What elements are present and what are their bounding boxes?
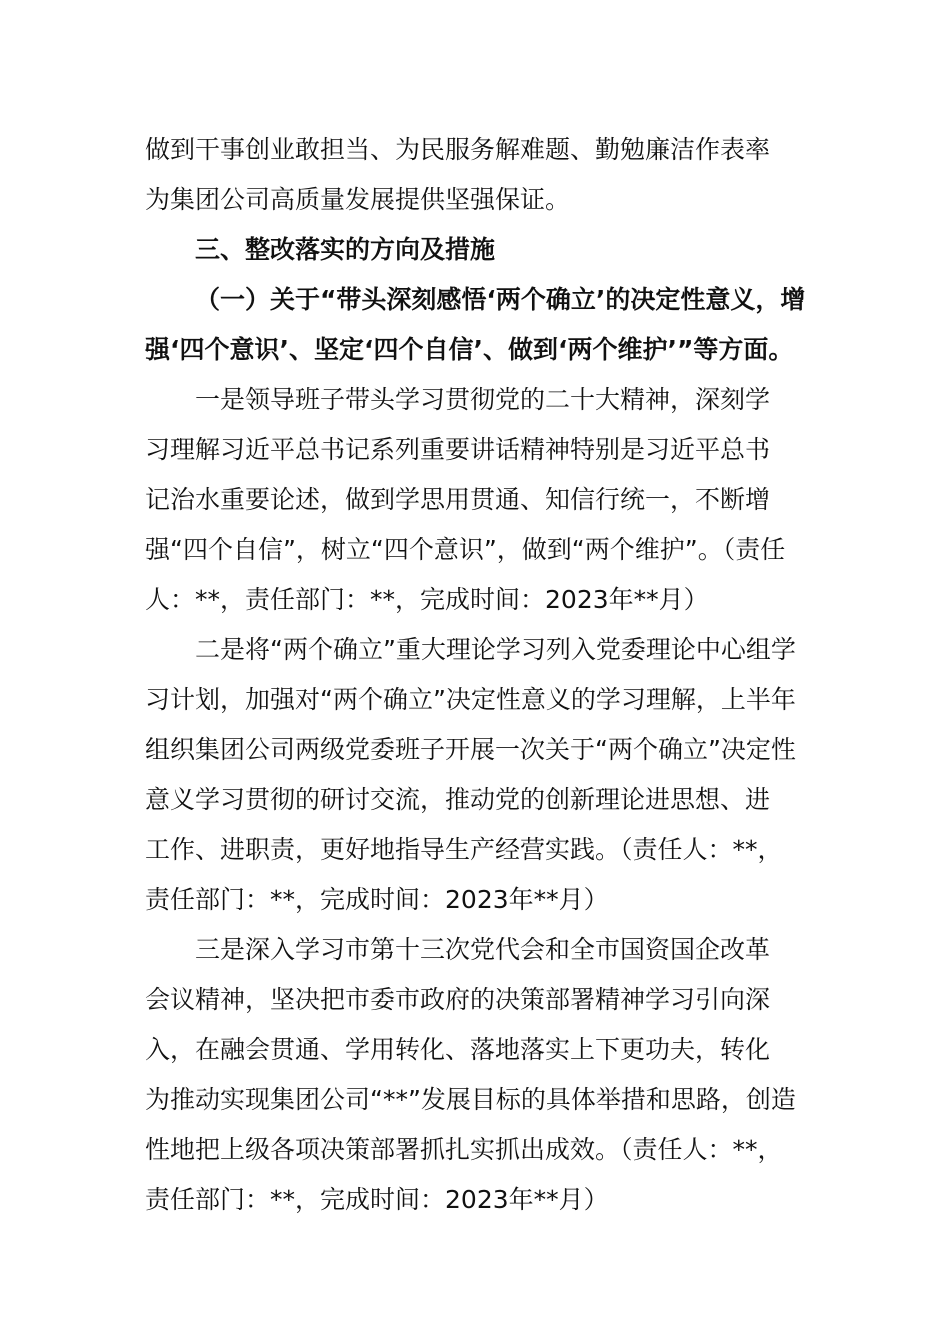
section-heading: 三、整改落实的方向及措施 xyxy=(195,235,496,264)
paragraph-3-line-6: 责任部门：**，完成时间：2023年**月） xyxy=(145,1185,609,1214)
paragraph-3-line-2: 会议精神，坚决把市委市政府的决策部署精神学习引向深 xyxy=(145,985,771,1014)
paragraph-1-line-5: 人：**，责任部门：**，完成时间：2023年**月） xyxy=(145,585,709,614)
paragraph-1-line-2: 习理解习近平总书记系列重要讲话精神特别是习近平总书 xyxy=(145,435,771,464)
paragraph-1-line-1: 一是领导班子带头学习贯彻党的二十大精神，深刻学 xyxy=(195,385,771,414)
paragraph-1-line-4: 强“四个自信”，树立“四个意识”，做到“两个维护”。（责任 xyxy=(145,535,786,564)
subsection-heading-line-2: 强‘四个意识’、坚定‘四个自信’、做到‘两个维护’”等方面。 xyxy=(145,335,794,364)
paragraph-2-line-6: 责任部门：**，完成时间：2023年**月） xyxy=(145,885,609,914)
paragraph-3-line-3: 入，在融会贯通、学用转化、落地落实上下更功夫，转化 xyxy=(145,1035,771,1064)
intro-line-2: 为集团公司高质量发展提供坚强保证。 xyxy=(145,185,571,214)
paragraph-2-line-3: 组织集团公司两级党委班子开展一次关于“两个确立”决定性 xyxy=(145,735,796,764)
paragraph-3-line-1: 三是深入学习市第十三次党代会和全市国资国企改革 xyxy=(195,935,771,964)
paragraph-2-line-2: 习计划，加强对“两个确立”决定性意义的学习理解，上半年 xyxy=(145,685,796,714)
subsection-heading-line-1: （一）关于“带头深刻感悟‘两个确立’的决定性意义，增 xyxy=(195,285,806,314)
paragraph-2-line-5: 工作、进职责，更好地指导生产经营实践。（责任人：**， xyxy=(145,835,783,864)
paragraph-3-line-4: 为推动实现集团公司“**”发展目标的具体举措和思路，创造 xyxy=(145,1085,796,1114)
paragraph-3-line-5: 性地把上级各项决策部署抓扎实抓出成效。（责任人：**， xyxy=(145,1135,783,1164)
paragraph-1-line-3: 记治水重要论述，做到学思用贯通、知信行统一，不断增 xyxy=(145,485,771,514)
paragraph-2-line-1: 二是将“两个确立”重大理论学习列入党委理论中心组学 xyxy=(195,635,796,664)
paragraph-2-line-4: 意义学习贯彻的研讨交流，推动党的创新理论进思想、进 xyxy=(145,785,771,814)
intro-line-1: 做到干事创业敢担当、为民服务解难题、勤勉廉洁作表率 xyxy=(145,135,771,164)
